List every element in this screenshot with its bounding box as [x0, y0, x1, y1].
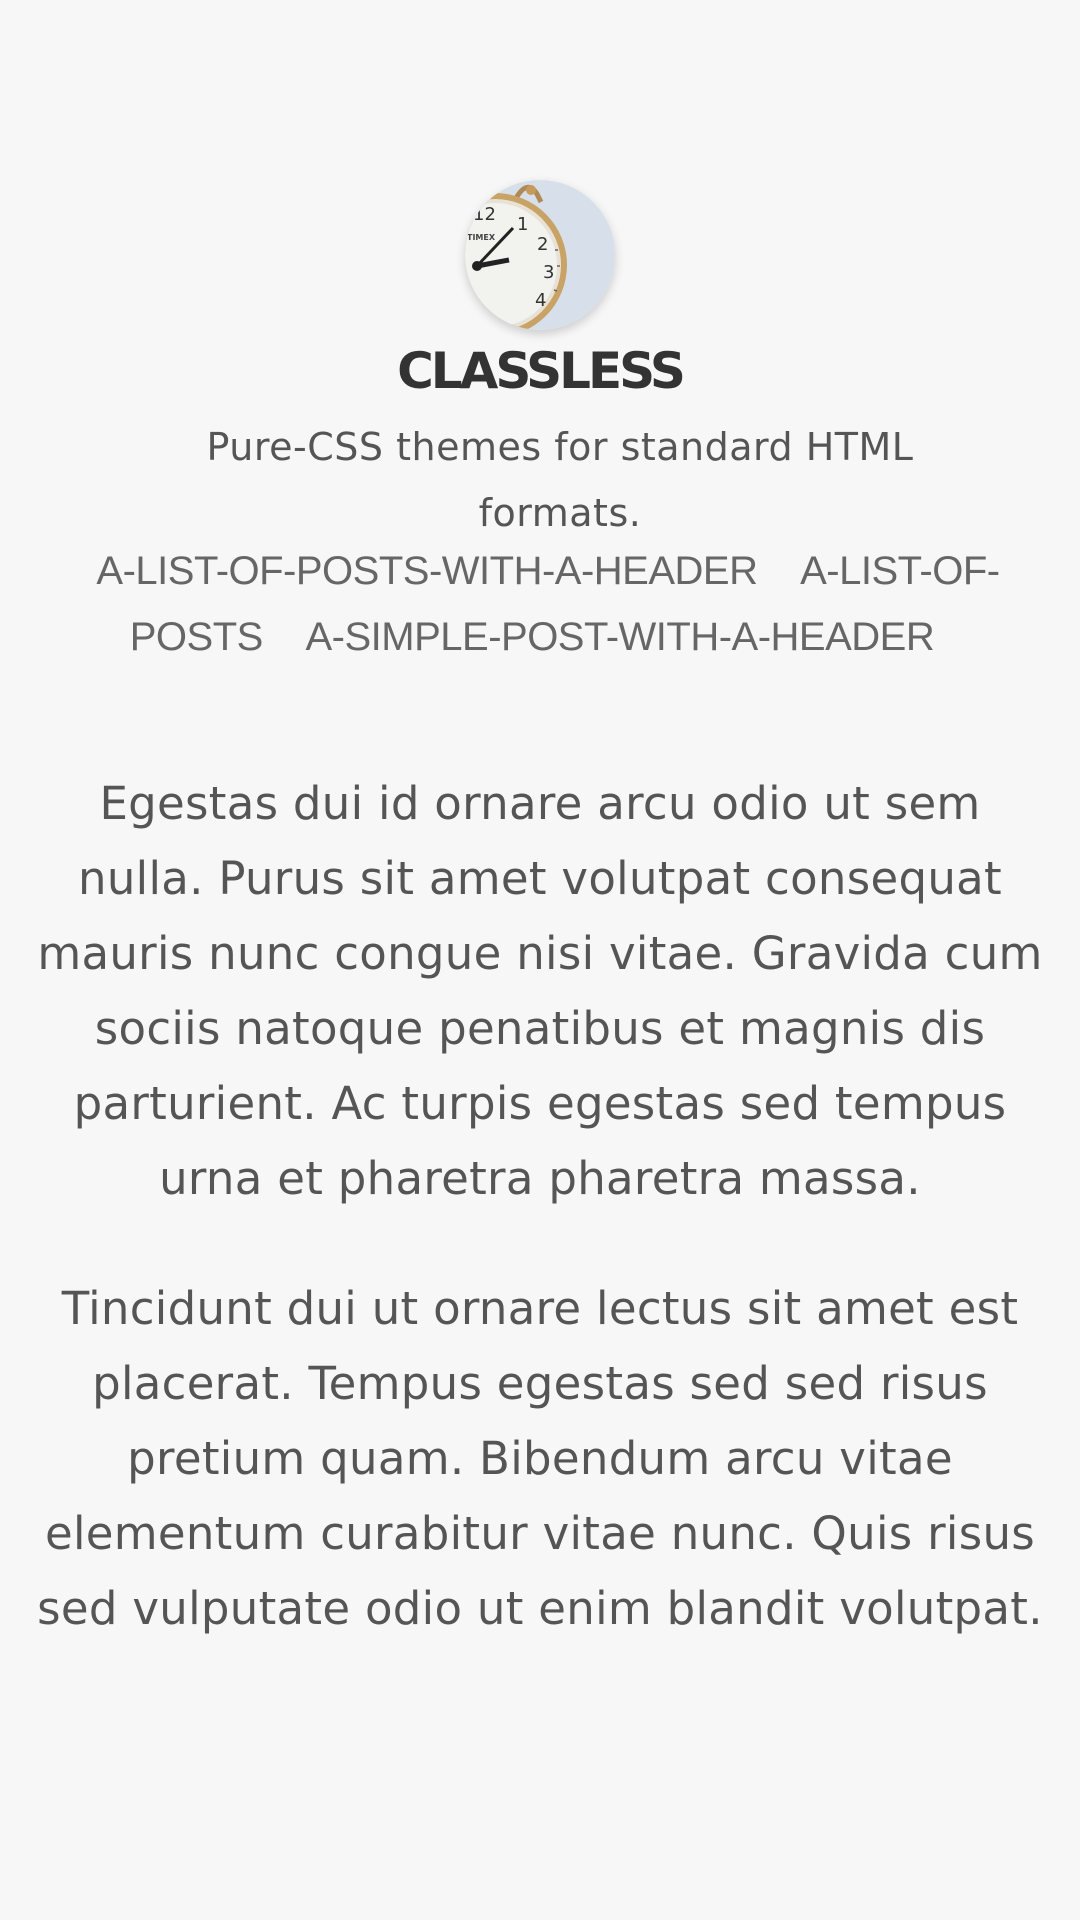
site-avatar[interactable]	[465, 180, 615, 330]
site-tagline: Pure-CSS themes for standard HTML formats.	[206, 425, 914, 535]
pocket-watch-image	[465, 180, 615, 330]
main-content	[36, 766, 1044, 1701]
svg-text:2: 2	[537, 234, 549, 255]
nav-link-simple-post-with-header[interactable]: A-SIMPLE-POST-WITH-A-HEADER	[305, 615, 935, 659]
svg-text:12: 12	[473, 204, 496, 225]
nav-link-list-of-posts-with-header[interactable]: A-LIST-OF-POSTS-WITH-A-HEADER	[96, 549, 758, 593]
svg-text:TIMEX: TIMEX	[467, 233, 496, 242]
svg-text:4: 4	[535, 290, 547, 311]
svg-text:1: 1	[517, 214, 529, 235]
paragraph: Tincidunt dui ut ornare lectus sit amet est placerat. Tempus egestas sed sed risus pretium quam. Bibendum arcu vitae elementum curabitur vitae nunc. Quis risus sed vulputate odio ut enim blandit volutpat.	[37, 1282, 1043, 1635]
svg-text:3: 3	[543, 262, 555, 283]
site-title: CLASSLESS	[397, 342, 683, 400]
site-nav	[60, 538, 1020, 670]
nav-link-list-of-posts[interactable]: A-LIST-OF-POSTS	[129, 549, 1000, 659]
paragraph: Egestas dui id ornare arcu odio ut sem nulla. Purus sit amet volutpat consequat mauris nunc congue nisi vitae. Gravida cum sociis natoque penatibus et magnis dis parturient. Ac turpis egestas sed tempus urna et pharetra pharetra massa.	[37, 777, 1043, 1205]
